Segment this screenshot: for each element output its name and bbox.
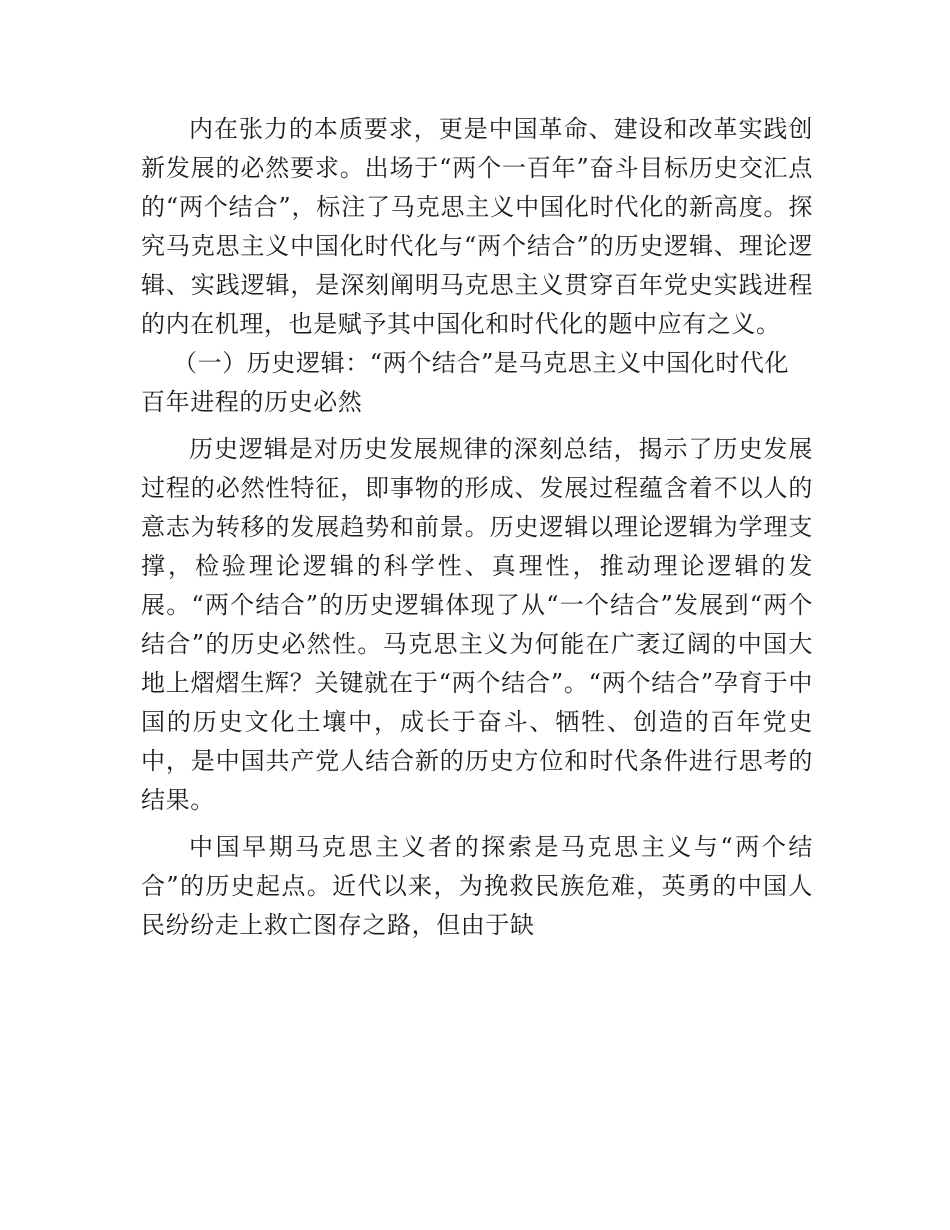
paragraph-historical-logic: 历史逻辑是对历史发展规律的深刻总结，揭示了历史发展过程的必然性特征，即事物的形成、发展过程蕴含着不以人的意志为转移的发展趋势和前景。历史逻辑以理论逻辑为学理支撑，检验理论逻辑的科学性、真理性，推动理论逻辑的发展。“两个结合”的历史逻辑体现了从“一个结合”发展到“两个结合”的历史必然性。马克思主义为何能在广袤辽阔的中国大地上熠熠生辉？关键就在于“两个结合”。“两个结合”孕育于中国的历史文化土壤中，成长于奋斗、牺牲、创造的百年党史中，是中国共产党人结合新的历史方位和时代条件进行思考的结果。 [141, 435, 813, 814]
paragraph-intro: 内在张力的本质要求，更是中国革命、建设和改革实践创新发展的必然要求。出场于“两个一百年”奋斗目标历史交汇点的“两个结合”，标注了马克思主义中国化时代化的新高度。探究马克思主义中国化时代化与“两个结合”的历史逻辑、理论逻辑、实践逻辑，是深刻阐明马克思主义贯穿百年党史实践进程的内在机理，也是赋予其中国化和时代化的题中应有之义。 [141, 115, 813, 338]
section-heading: （一）历史逻辑：“两个结合”是马克思主义中国化时代化百年进程的历史必然 [141, 349, 790, 416]
paragraph-early-marxists: 中国早期马克思主义者的探索是马克思主义与“两个结合”的历史起点。近代以来，为挽救民族危难，英勇的中国人民纷纷走上救亡图存之路，但由于缺 [141, 833, 813, 939]
document-body [141, 110, 813, 945]
